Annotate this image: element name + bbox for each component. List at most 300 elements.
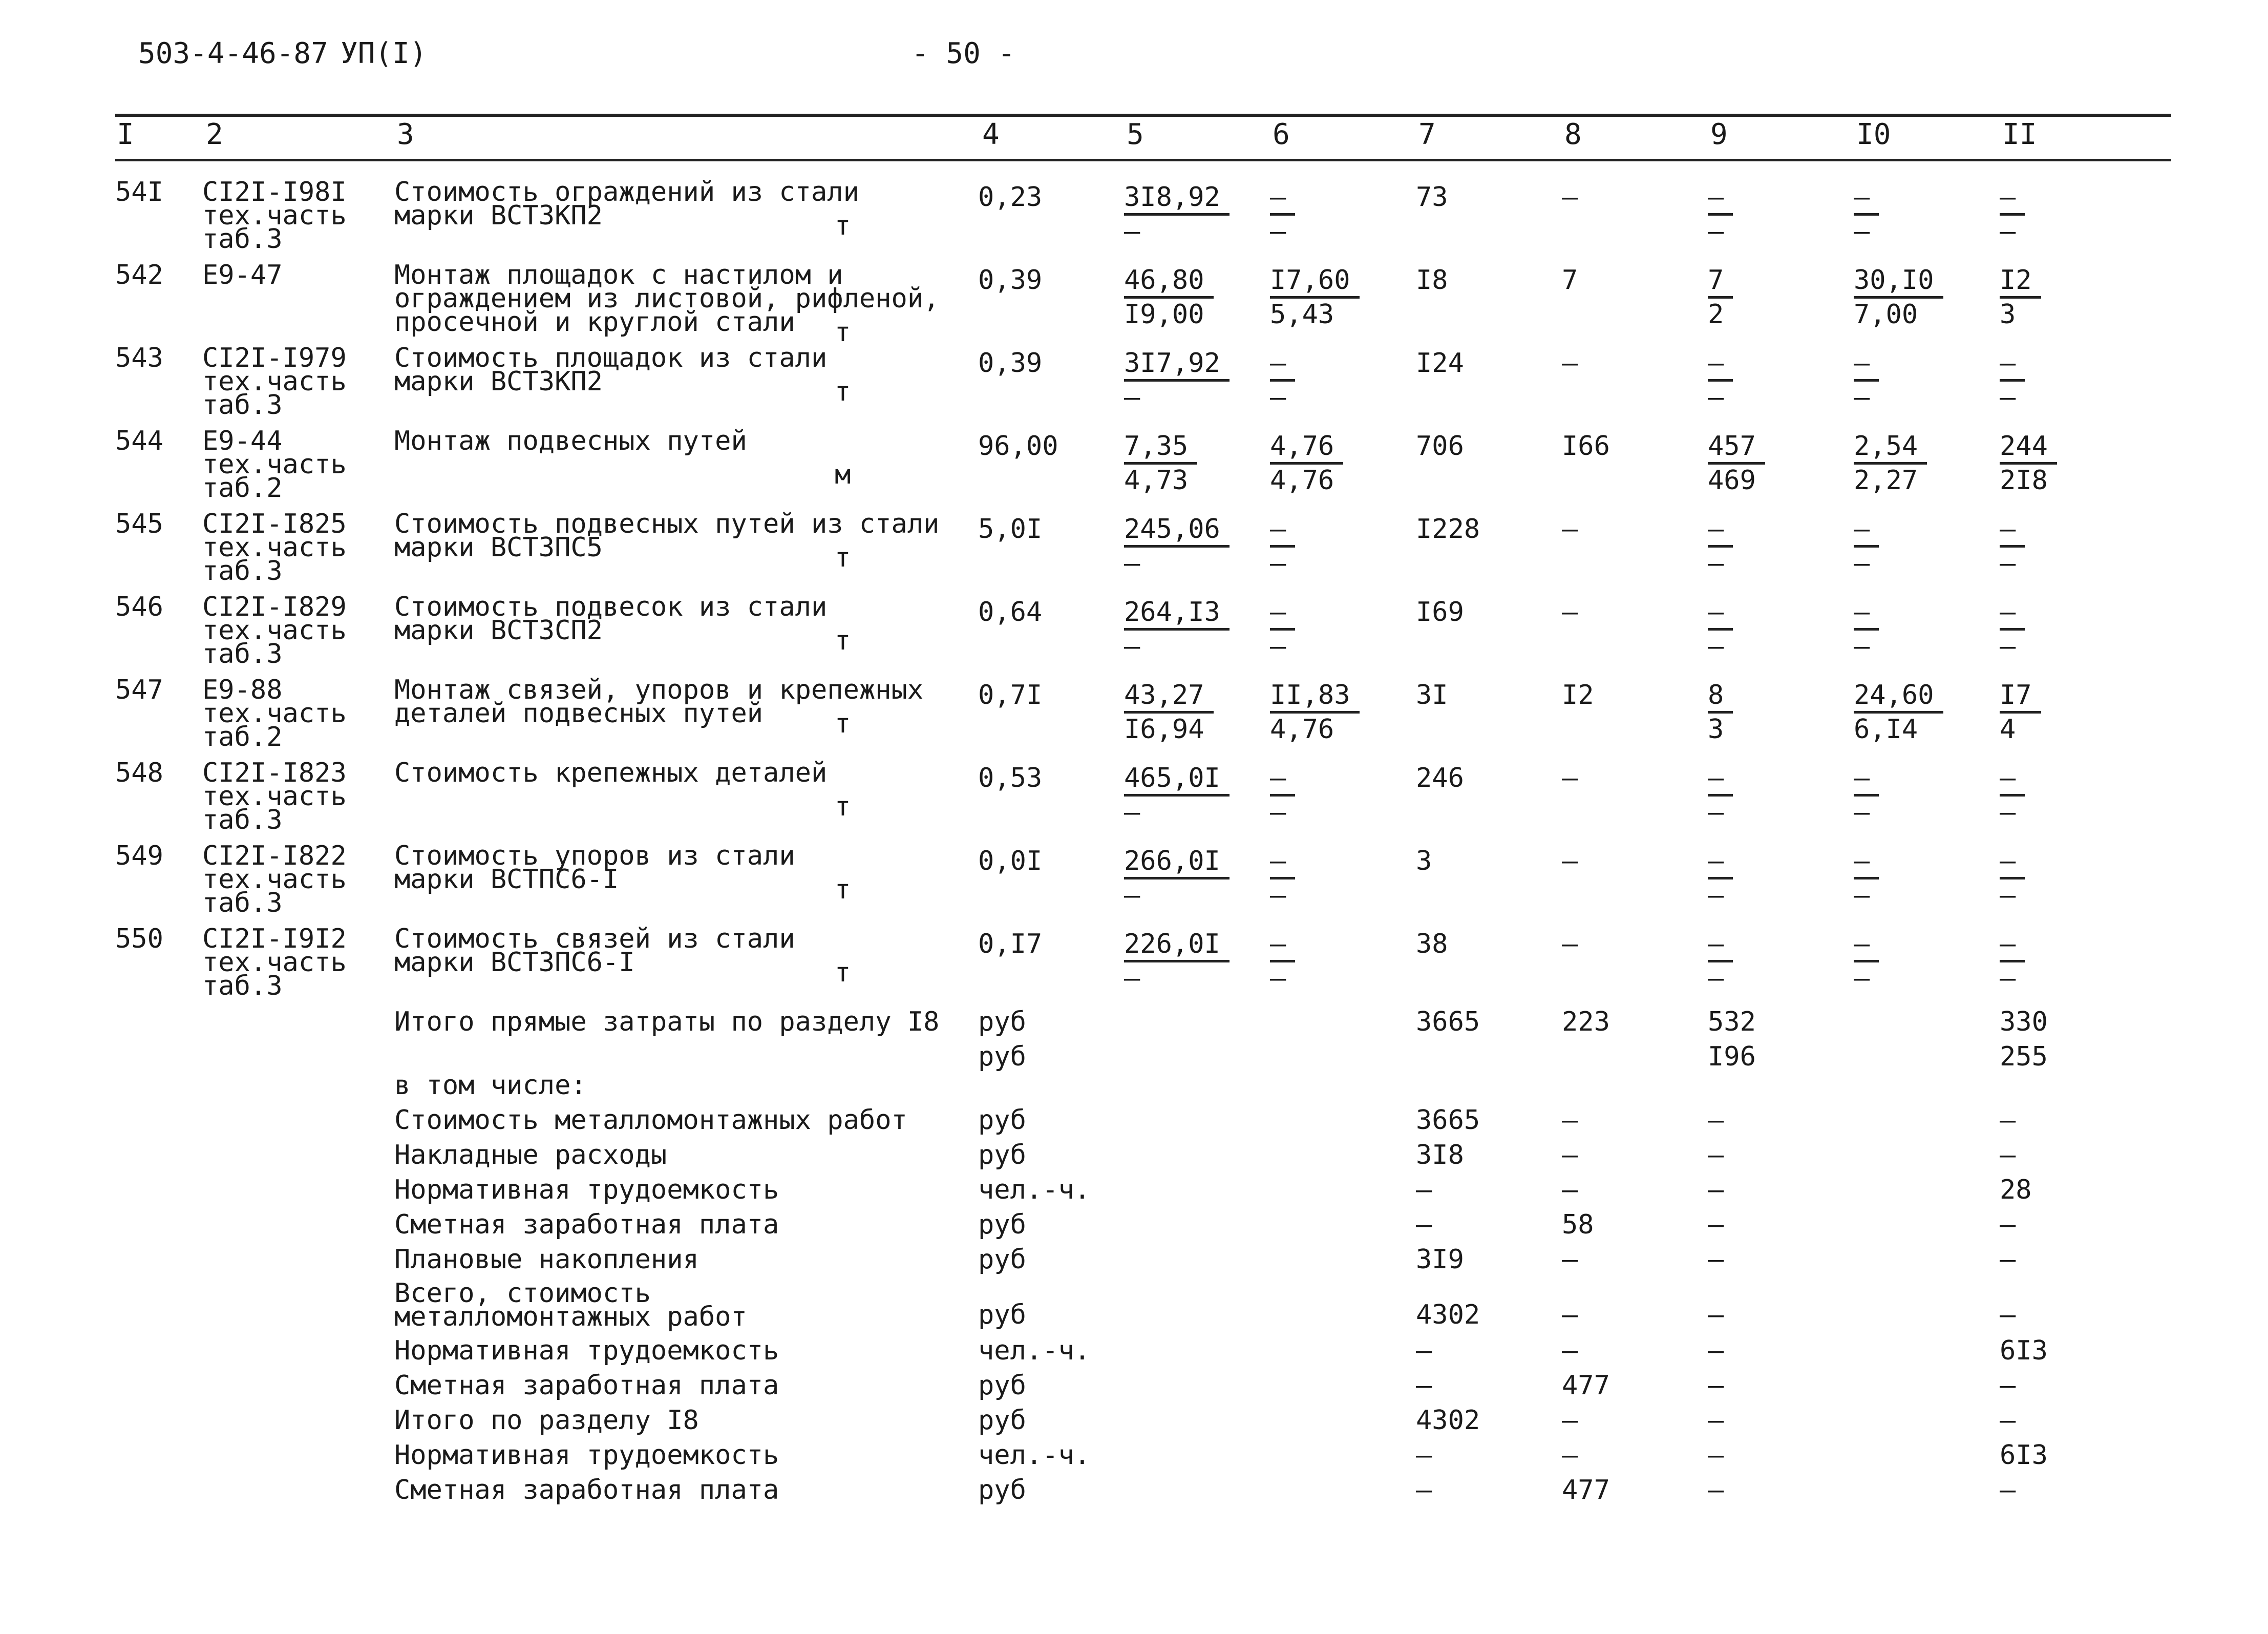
column-header: 6 <box>1273 118 1290 151</box>
summary-total-labor: 6I3 <box>2000 1440 2048 1471</box>
work-name-line: марки ВСТ3КП2 <box>394 200 603 231</box>
summary-total-labor: – <box>2000 1244 2016 1275</box>
total-wage-numerator: – <box>1708 848 1733 879</box>
total-wage-fraction <box>1708 846 1733 911</box>
table-row <box>0 260 2268 348</box>
total-wage-denominator: – <box>1708 880 1724 911</box>
unit-wage-denominator: – <box>1270 963 1286 994</box>
unit-wage-denominator: – <box>1270 631 1286 662</box>
summary-line <box>0 1107 2268 1143</box>
work-name-line: марки ВСТ3ПС5 <box>394 532 603 563</box>
unit-of-measure: т <box>835 791 851 822</box>
summary-machine-wage: – <box>1562 1335 1578 1366</box>
unit-labor-denominator: – <box>1854 382 1870 413</box>
summary-label: Итого по разделу I8 <box>394 1405 699 1436</box>
summary-label: Стоимость металломонтажных работ <box>394 1105 907 1136</box>
summary-label: Сметная заработная плата <box>394 1209 779 1240</box>
summary-label: Сметная заработная плата <box>394 1370 779 1401</box>
summary-unit: руб <box>978 1209 1026 1240</box>
column-header: 7 <box>1418 118 1436 151</box>
unit-wage-denominator: – <box>1270 880 1286 911</box>
unit-labor-numerator: – <box>1854 516 1879 548</box>
unit-wage-fraction <box>1270 680 1360 745</box>
machine-wage: – <box>1562 763 1578 793</box>
unit-cost-fraction <box>1124 680 1214 745</box>
unit-wage-fraction <box>1270 597 1295 662</box>
total-cost: I24 <box>1416 348 1464 379</box>
unit-of-measure: т <box>835 542 851 573</box>
total-cost: I228 <box>1416 514 1480 544</box>
summary-total-wage: – <box>1708 1244 1724 1275</box>
unit-labor-denominator: – <box>1854 216 1870 247</box>
unit-cost-denominator: – <box>1124 382 1140 413</box>
total-wage-denominator: 2 <box>1708 299 1724 330</box>
price-code-line: таб.3 <box>202 390 283 421</box>
unit-labor-numerator: – <box>1854 350 1879 382</box>
total-wage-fraction <box>1708 265 1733 330</box>
summary-machine-wage: – <box>1562 1244 1578 1275</box>
machine-wage: – <box>1562 514 1578 544</box>
unit-cost-fraction <box>1124 431 1197 496</box>
total-labor-fraction <box>2000 265 2041 330</box>
unit-wage-denominator: 5,43 <box>1270 299 1334 330</box>
table-top-rule <box>115 114 2171 117</box>
summary-machine-wage: – <box>1562 1440 1578 1471</box>
unit-wage-denominator: – <box>1270 548 1286 579</box>
summary-label: Нормативная трудоемкость <box>394 1175 779 1205</box>
summary-machine-wage: 223 <box>1562 1007 1610 1037</box>
price-code-line: Е9-88 <box>202 675 283 705</box>
unit-labor-denominator: 2,27 <box>1854 465 1918 496</box>
work-name-line: Стоимость подвесных путей из стали <box>394 509 940 539</box>
unit-cost-numerator: 3I8,92 <box>1124 184 1230 216</box>
unit-labor-fraction <box>1854 846 1879 911</box>
total-wage-fraction <box>1708 431 1765 496</box>
summary-total-labor: 28 <box>2000 1175 2032 1205</box>
item-number: 547 <box>115 675 163 705</box>
unit-cost-fraction <box>1124 929 1230 994</box>
total-labor-numerator: – <box>2000 848 2025 879</box>
price-code-line: тех.часть <box>202 532 347 563</box>
total-cost: 38 <box>1416 929 1448 959</box>
machine-wage: – <box>1562 348 1578 379</box>
unit-of-measure: т <box>835 957 851 988</box>
total-wage-fraction <box>1708 763 1733 828</box>
total-labor-denominator: – <box>2000 548 2016 579</box>
summary-line <box>0 1070 2268 1108</box>
unit-of-measure: т <box>835 211 851 241</box>
column-header: I0 <box>1856 118 1891 151</box>
summary-unit: руб <box>978 1300 1026 1330</box>
summary-total-cost: – <box>1416 1175 1432 1205</box>
total-labor-denominator: – <box>2000 216 2016 247</box>
item-number: 543 <box>115 343 163 373</box>
summary-line <box>0 1278 2268 1332</box>
work-name-line: Монтаж подвесных путей <box>394 426 747 456</box>
column-header: 8 <box>1564 118 1582 151</box>
price-code-line: тех.часть <box>202 947 347 978</box>
total-wage-numerator: – <box>1708 350 1733 382</box>
unit-wage-numerator: – <box>1270 350 1295 382</box>
summary-machine-wage: – <box>1562 1175 1578 1205</box>
total-labor-denominator: – <box>2000 963 2016 994</box>
price-code-line: таб.3 <box>202 971 283 1001</box>
total-wage-fraction <box>1708 348 1733 413</box>
summary-line <box>0 1405 2268 1443</box>
summary-unit: руб <box>978 1105 1026 1136</box>
unit-wage-fraction <box>1270 348 1295 413</box>
unit-wage-numerator: – <box>1270 516 1295 548</box>
item-number: 545 <box>115 509 163 539</box>
machine-wage: I2 <box>1562 680 1594 710</box>
unit-wage-fraction <box>1270 763 1295 828</box>
total-labor-denominator: 3 <box>2000 299 2016 330</box>
unit-labor-numerator: – <box>1854 184 1879 216</box>
table-row <box>0 926 2268 1009</box>
price-code-line: CI2I-I829 <box>202 592 347 622</box>
total-cost: 3 <box>1416 846 1432 876</box>
total-labor-denominator: 4 <box>2000 714 2016 745</box>
total-cost: 246 <box>1416 763 1464 793</box>
total-wage-denominator: – <box>1708 631 1724 662</box>
machine-wage: I66 <box>1562 431 1610 462</box>
total-wage-denominator: – <box>1708 216 1724 247</box>
summary-total-labor: – <box>2000 1209 2016 1240</box>
summary-unit: руб <box>978 1475 1026 1505</box>
unit-cost-numerator: 465,0I <box>1124 765 1230 797</box>
total-wage-fraction <box>1708 597 1733 662</box>
total-wage-numerator: – <box>1708 516 1733 548</box>
summary-total-wage: – <box>1708 1440 1724 1471</box>
unit-labor-denominator: – <box>1854 548 1870 579</box>
quantity: 0,64 <box>978 597 1043 627</box>
unit-labor-denominator: – <box>1854 797 1870 828</box>
price-code-line: таб.3 <box>202 556 283 586</box>
summary-line <box>0 1177 2268 1213</box>
work-name-line: марки ВСТ3ПС6-I <box>394 947 635 978</box>
total-wage-denominator: 3 <box>1708 714 1724 745</box>
summary-total-labor: – <box>2000 1105 2016 1136</box>
unit-of-measure: т <box>835 874 851 905</box>
work-name-line: Монтаж площадок с настилом и <box>394 260 843 290</box>
summary-total-wage: I96 <box>1708 1041 1756 1072</box>
price-code-line: CI2I-I823 <box>202 758 347 788</box>
column-header: I <box>117 118 134 151</box>
album-label: УП(I) <box>341 37 427 70</box>
unit-wage-numerator: II,83 <box>1270 682 1360 714</box>
unit-cost-denominator: – <box>1124 216 1140 247</box>
column-header: II <box>2002 118 2037 151</box>
unit-cost-fraction <box>1124 846 1230 911</box>
price-code-line: тех.часть <box>202 781 347 812</box>
summary-total-wage: – <box>1708 1175 1724 1205</box>
unit-wage-numerator: – <box>1270 599 1295 631</box>
total-wage-fraction <box>1708 514 1733 579</box>
summary-line <box>0 1370 2268 1409</box>
total-labor-denominator: 2I8 <box>2000 465 2048 496</box>
price-code-line: таб.2 <box>202 722 283 752</box>
summary-label: Итого прямые затраты по разделу I8 <box>394 1007 940 1037</box>
unit-cost-denominator: – <box>1124 963 1140 994</box>
summary-total-labor: 330 <box>2000 1007 2048 1037</box>
item-number: 54I <box>115 177 163 207</box>
unit-cost-denominator: 4,73 <box>1124 465 1189 496</box>
total-labor-denominator: – <box>2000 797 2016 828</box>
price-code-line: тех.часть <box>202 615 347 646</box>
summary-label: Всего, стоимость металломонтажных работ <box>394 1278 747 1332</box>
item-number: 548 <box>115 758 163 788</box>
summary-total-cost: – <box>1416 1335 1432 1366</box>
summary-total-wage: – <box>1708 1300 1724 1330</box>
item-number: 544 <box>115 426 163 456</box>
work-name-line: марки ВСТ3КП2 <box>394 366 603 397</box>
price-code-line: Е9-44 <box>202 426 283 456</box>
total-wage-numerator: 457 <box>1708 433 1765 465</box>
total-labor-denominator: – <box>2000 880 2016 911</box>
quantity: 0,0I <box>978 846 1043 876</box>
total-cost: I69 <box>1416 597 1464 627</box>
total-labor-numerator: – <box>2000 599 2025 631</box>
unit-labor-fraction <box>1854 265 1943 330</box>
total-labor-numerator: – <box>2000 765 2025 797</box>
total-wage-denominator: – <box>1708 548 1724 579</box>
price-code-line: тех.часть <box>202 864 347 895</box>
summary-machine-wage: 477 <box>1562 1475 1610 1505</box>
total-wage-numerator: – <box>1708 184 1733 216</box>
summary-line <box>0 1477 2268 1513</box>
column-header: 9 <box>1710 118 1728 151</box>
unit-wage-denominator: – <box>1270 216 1286 247</box>
unit-cost-numerator: 3I7,92 <box>1124 350 1230 382</box>
unit-labor-denominator: – <box>1854 880 1870 911</box>
total-labor-numerator: I7 <box>2000 682 2041 714</box>
unit-labor-fraction <box>1854 763 1879 828</box>
unit-labor-fraction <box>1854 597 1879 662</box>
work-name-line: Стоимость упоров из стали <box>394 841 795 871</box>
unit-labor-numerator: 30,I0 <box>1854 267 1943 299</box>
summary-total-wage: – <box>1708 1209 1724 1240</box>
unit-wage-fraction <box>1270 929 1295 994</box>
machine-wage: – <box>1562 597 1578 627</box>
total-labor-fraction <box>2000 348 2025 413</box>
unit-cost-fraction <box>1124 763 1230 828</box>
machine-wage: – <box>1562 846 1578 876</box>
machine-wage: 7 <box>1562 265 1578 296</box>
quantity: 96,00 <box>978 431 1058 462</box>
unit-cost-numerator: 266,0I <box>1124 848 1230 879</box>
unit-cost-fraction <box>1124 348 1230 413</box>
machine-wage: – <box>1562 929 1578 959</box>
unit-of-measure: м <box>835 459 851 490</box>
summary-total-cost: 3I8 <box>1416 1140 1464 1170</box>
summary-total-cost: 3665 <box>1416 1105 1480 1136</box>
unit-cost-denominator: I9,00 <box>1124 299 1204 330</box>
summary-total-labor: – <box>2000 1140 2016 1170</box>
price-code-line: таб.3 <box>202 639 283 669</box>
unit-cost-numerator: 7,35 <box>1124 433 1197 465</box>
total-labor-numerator: – <box>2000 350 2025 382</box>
unit-cost-fraction <box>1124 265 1214 330</box>
summary-total-wage: – <box>1708 1475 1724 1505</box>
table-row <box>0 428 2268 511</box>
quantity: 0,7I <box>978 680 1043 710</box>
unit-wage-fraction <box>1270 514 1295 579</box>
price-code-line: таб.3 <box>202 805 283 835</box>
unit-labor-fraction <box>1854 348 1879 413</box>
price-code-line: CI2I-I822 <box>202 841 347 871</box>
unit-cost-numerator: 226,0I <box>1124 931 1230 962</box>
work-name-line: ограждением из листовой, рифленой, <box>394 283 940 314</box>
summary-total-labor: 255 <box>2000 1041 2048 1072</box>
work-name-line: Монтаж связей, упоров и крепежных <box>394 675 924 705</box>
total-labor-fraction <box>2000 597 2025 662</box>
unit-cost-fraction <box>1124 182 1230 247</box>
table-row <box>0 511 2268 594</box>
summary-total-cost: – <box>1416 1440 1432 1471</box>
quantity: 0,39 <box>978 348 1043 379</box>
summary-label: Нормативная трудоемкость <box>394 1440 779 1471</box>
unit-labor-fraction <box>1854 929 1879 994</box>
total-labor-numerator: I2 <box>2000 267 2041 299</box>
unit-wage-denominator: 4,76 <box>1270 714 1334 745</box>
table-row <box>0 760 2268 843</box>
unit-cost-denominator: – <box>1124 548 1140 579</box>
unit-labor-numerator: 2,54 <box>1854 433 1927 465</box>
work-name-line: Стоимость подвесок из стали <box>394 592 828 622</box>
unit-cost-numerator: 46,80 <box>1124 267 1214 299</box>
item-number: 549 <box>115 841 163 871</box>
unit-wage-numerator: – <box>1270 184 1295 216</box>
unit-cost-fraction <box>1124 597 1230 662</box>
unit-labor-numerator: 24,60 <box>1854 682 1943 714</box>
unit-wage-denominator: 4,76 <box>1270 465 1334 496</box>
price-code-line: тех.часть <box>202 200 347 231</box>
total-labor-fraction <box>2000 431 2057 496</box>
summary-total-cost: 4302 <box>1416 1300 1480 1330</box>
total-wage-fraction <box>1708 929 1733 994</box>
quantity: 0,23 <box>978 182 1043 213</box>
price-code-line: CI2I-I98I <box>202 177 347 207</box>
unit-of-measure: т <box>835 376 851 407</box>
unit-labor-fraction <box>1854 514 1879 579</box>
unit-wage-fraction <box>1270 846 1295 911</box>
total-labor-fraction <box>2000 929 2025 994</box>
price-code-line: CI2I-I9I2 <box>202 924 347 954</box>
price-code-line: тех.часть <box>202 698 347 729</box>
summary-label: Сметная заработная плата <box>394 1475 779 1505</box>
table-row <box>0 677 2268 760</box>
unit-labor-fraction <box>1854 431 1927 496</box>
summary-label: Плановые накопления <box>394 1244 699 1275</box>
document-code: 503-4-46-87 <box>138 37 328 70</box>
total-wage-denominator: – <box>1708 963 1724 994</box>
summary-total-wage: 532 <box>1708 1007 1756 1037</box>
summary-total-labor: – <box>2000 1300 2016 1330</box>
total-labor-numerator: 244 <box>2000 433 2057 465</box>
summary-line <box>0 1142 2268 1178</box>
summary-total-cost: 4302 <box>1416 1405 1480 1436</box>
total-wage-denominator: 469 <box>1708 465 1756 496</box>
header-bottom-rule <box>115 159 2171 161</box>
total-labor-fraction <box>2000 846 2025 911</box>
unit-wage-fraction <box>1270 431 1343 496</box>
summary-unit: чел.-ч. <box>978 1335 1091 1366</box>
total-labor-denominator: – <box>2000 382 2016 413</box>
summary-total-labor: – <box>2000 1475 2016 1505</box>
unit-labor-numerator: – <box>1854 931 1879 962</box>
price-code-line: тех.часть <box>202 366 347 397</box>
column-header: 5 <box>1127 118 1144 151</box>
summary-unit: руб <box>978 1405 1026 1436</box>
unit-wage-denominator: – <box>1270 382 1286 413</box>
table-row <box>0 594 2268 677</box>
total-labor-fraction <box>2000 182 2025 247</box>
unit-cost-denominator: I6,94 <box>1124 714 1204 745</box>
summary-line <box>0 1009 2268 1045</box>
unit-of-measure: т <box>835 317 851 348</box>
total-cost: 706 <box>1416 431 1464 462</box>
work-name-line: Стоимость крепежных деталей <box>394 758 828 788</box>
unit-wage-numerator: I7,60 <box>1270 267 1360 299</box>
total-cost: I8 <box>1416 265 1448 296</box>
unit-cost-fraction <box>1124 514 1230 579</box>
unit-wage-numerator: 4,76 <box>1270 433 1343 465</box>
summary-unit: чел.-ч. <box>978 1440 1091 1471</box>
unit-labor-numerator: – <box>1854 599 1879 631</box>
total-wage-denominator: – <box>1708 382 1724 413</box>
table-row <box>0 345 2268 428</box>
summary-unit: руб <box>978 1007 1026 1037</box>
summary-total-cost: – <box>1416 1209 1432 1240</box>
price-code-line: CI2I-I979 <box>202 343 347 373</box>
work-name-line: Стоимость связей из стали <box>394 924 795 954</box>
summary-total-cost: 3I9 <box>1416 1244 1464 1275</box>
unit-cost-denominator: – <box>1124 631 1140 662</box>
price-code-line: Е9-47 <box>202 260 283 290</box>
total-wage-fraction <box>1708 680 1733 745</box>
unit-labor-numerator: – <box>1854 765 1879 797</box>
summary-machine-wage: – <box>1562 1300 1578 1330</box>
summary-total-labor: – <box>2000 1370 2016 1401</box>
unit-labor-numerator: – <box>1854 848 1879 879</box>
quantity: 0,39 <box>978 265 1043 296</box>
total-labor-denominator: – <box>2000 631 2016 662</box>
total-wage-numerator: – <box>1708 765 1733 797</box>
unit-labor-denominator: – <box>1854 963 1870 994</box>
work-name-line: марки ВСТ3СП2 <box>394 615 603 646</box>
price-code-line: таб.3 <box>202 224 283 255</box>
unit-labor-denominator: 6,I4 <box>1854 714 1918 745</box>
unit-wage-numerator: – <box>1270 765 1295 797</box>
unit-wage-numerator: – <box>1270 848 1295 879</box>
column-header: 2 <box>206 118 223 151</box>
unit-cost-numerator: 264,I3 <box>1124 599 1230 631</box>
summary-machine-wage: – <box>1562 1140 1578 1170</box>
summary-unit: руб <box>978 1244 1026 1275</box>
unit-cost-numerator: 43,27 <box>1124 682 1214 714</box>
summary-unit: руб <box>978 1370 1026 1401</box>
work-name-line: деталей подвесных путей <box>394 698 764 729</box>
summary-total-wage: – <box>1708 1405 1724 1436</box>
summary-unit: руб <box>978 1140 1026 1170</box>
page-number: - 50 - <box>912 37 1015 70</box>
work-name-line: просечной и круглой стали <box>394 307 795 338</box>
total-labor-fraction <box>2000 680 2041 745</box>
summary-line <box>0 1442 2268 1478</box>
price-code-line: таб.3 <box>202 888 283 918</box>
unit-wage-numerator: – <box>1270 931 1295 962</box>
total-wage-fraction <box>1708 182 1733 247</box>
